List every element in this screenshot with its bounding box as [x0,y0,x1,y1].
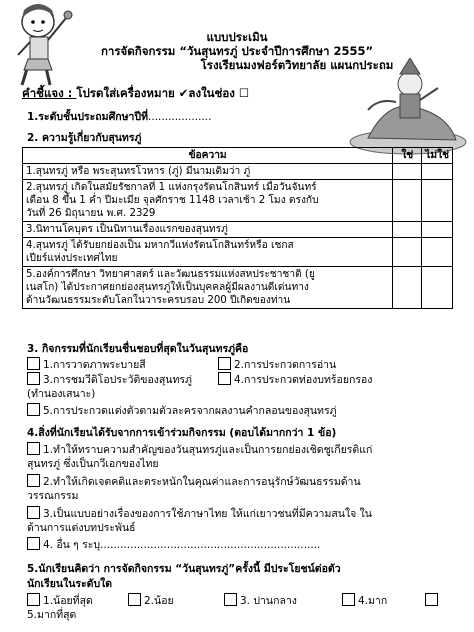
checkbox[interactable] [27,593,40,606]
q3-option-4[interactable]: 4.การประกวดท่องบทร้อยกรอง [218,372,372,387]
q3-option-1[interactable]: 1.การวาดภาพระบายสี [27,357,146,372]
q3-option-4-cont: (ทำนองเสนาะ) [27,388,96,400]
row5-text-2: เนสโก) ได้ประกาศยกย่องสุนทรภู่ให้เป็นบุคคลผู้มีผลงานดีเด่นทาง [26,282,309,293]
row2-yes-cell[interactable] [393,180,422,222]
row2-text-2: เดือน 8 ขึ้น 1 ค่ำ ปีมะเมีย จุลศักราช 1148 เวลาเช้า 2 โมง ตรงกับ [26,195,319,206]
q3-label: 3. กิจกรรมที่นักเรียนชื่นชอบที่สุดในวันสุนทรภู่คือ [27,343,249,355]
row1-yes-cell[interactable] [393,164,422,180]
q5-option-4[interactable]: 4.มาก [342,593,387,608]
table-row [23,164,453,180]
q3-option-2[interactable]: 2.การประกวดการอ่าน [218,357,336,372]
row4-text-1: 4.สุนทรภู่ ได้รับยกย่องเป็น มหากวีแห่งรัตนโกสินทร์หรือ เชกส [26,240,294,251]
q4-option-3-cont: ด้านการแต่งบทประพันธ์ [27,522,136,534]
row2-no-cell[interactable] [422,180,453,222]
row3-text: 3.นิทานโคบุตร เป็นนิทานเรื่องแรกของสุนทรภู่ [26,224,228,235]
form-title: แบบประเมิน [206,30,268,44]
q2-label: 2. ความรู้เกี่ยวกับสุนทรภู่ [27,132,142,144]
table-header-yes: ใช่ [393,148,422,164]
checkbox[interactable] [128,593,141,606]
q5-option-5-box[interactable] [425,593,441,608]
checkbox[interactable] [218,357,231,370]
form-subtitle: การจัดกิจกรรม “วันสุนทรภู่ ประจำปีการศึกษา 2555” [100,44,374,58]
q1-blank[interactable]: ................... [148,111,212,123]
q5-label: 5.นักเรียนคิดว่า การจัดกิจกรรม “วันสุนทรภู่”ครั้งนี้ มีประโยชน์ต่อตัว [27,563,341,575]
q4-option-2-cont: วรรณกรรม [27,490,79,502]
row2-text-1: 2.สุนทรภู่ เกิดในสมัยรัชกาลที่ 1 แห่งกรุงรัตนโกสินทร์ เมื่อวันจันทร์ [26,182,317,193]
table-header-statement: ข้อความ [23,148,393,164]
table-row [23,180,453,222]
q1-label: 1.ระดับชั้นประถมศึกษาปีที่................... [27,111,212,123]
row4-text-2: เปียร์แห่งประเทศไทย [26,253,118,264]
checkbox[interactable] [27,537,40,550]
row1-no-cell[interactable] [422,164,453,180]
row4-yes-cell[interactable] [393,238,422,267]
q4-option-1[interactable]: 1.ทำให้ทราบความสำคัญของวันสุนทรภู่และเป็นการยกย่องเชิดชูเกียรติแก่ [27,442,372,457]
table-row [23,267,453,309]
q3-option-3[interactable]: 3.การชมวีดิโอประวัติของสุนทรภู่ [27,372,192,387]
knowledge-table [22,147,453,309]
row3-yes-cell[interactable] [393,222,422,238]
q4-option-4[interactable]: 4. อื่น ๆ ระบุ.................................................................. [27,537,320,552]
q4-option-1-cont: สุนทรภู่ ซึ่งเป็นกวีเอกของไทย [27,458,159,470]
q5-option-5: 5.มากที่สุด [27,609,77,621]
row3-no-cell[interactable] [422,222,453,238]
row5-yes-cell[interactable] [393,267,422,309]
q5-option-2[interactable]: 2.น้อย [128,593,174,608]
q3-option-5[interactable]: 5.การประกวดแต่งตัวตามตัวละครจากผลงานคำกลอนของสุนทรภู่ [27,403,337,418]
instruction [22,86,249,100]
q5-option-3[interactable]: 3. ปานกลาง [224,593,297,608]
instruction-text: โปรดใส่เครื่องหมาย ✔ลงในช่อง ☐ [76,86,250,100]
table-row [23,238,453,267]
table-row [23,222,453,238]
instruction-prefix: คำชี้แจง : [22,86,77,100]
row4-no-cell[interactable] [422,238,453,267]
row5-text-3: ด้านวัฒนธรรมระดับโลกในวาระครบรอบ 200 ปีเกิดของท่าน [26,295,291,306]
checkbox[interactable] [218,372,231,385]
q5-label-cont: นักเรียนในระดับใด [27,578,113,590]
row5-no-cell[interactable] [422,267,453,309]
q4-label: 4.สิ่งที่นักเรียนได้รับจากการเข้าร่วมกิจกรรม (ตอบได้มากกว่า 1 ข้อ) [27,427,337,439]
school-name: โรงเรียนมงฟอร์ตวิทยาลัย แผนกประถม [200,58,394,72]
checkbox[interactable] [27,442,40,455]
checkbox[interactable] [27,403,40,416]
row2-text-3: วันที่ 26 มิถุนายน พ.ศ. 2329 [26,208,156,219]
checkbox[interactable] [27,357,40,370]
row5-text-1: 5.องค์การศึกษา วิทยาศาสตร์ และวัฒนธรรมแห่งสหประชาชาติ (ยู [26,269,315,280]
q5-option-1[interactable]: 1.น้อยที่สุด [27,593,93,608]
q4-option-3[interactable]: 3.เป็นแบบอย่างเรื่องของการใช้ภาษาไทย ให้แก่เยาวชนที่มีความสนใจ ใน [27,506,372,521]
checkbox[interactable] [342,593,355,606]
checkbox[interactable] [27,474,40,487]
q4-option-2[interactable]: 2.ทำให้เกิดเจตคติและตระหนักในคุณค่าและการอนุรักษ์วัฒนธรรมด้าน [27,474,361,489]
row1-text: 1.สุนทรภู่ หรือ พระสุนทรโวหาร (ภู่) มีนามเดิมว่า ภู่ [26,166,251,177]
table-header-row [23,148,453,164]
checkbox[interactable] [224,593,237,606]
table-header-no: ไม่ใช่ [422,148,453,164]
checkbox[interactable] [27,372,40,385]
checkbox[interactable] [27,506,40,519]
checkbox[interactable] [425,593,438,606]
